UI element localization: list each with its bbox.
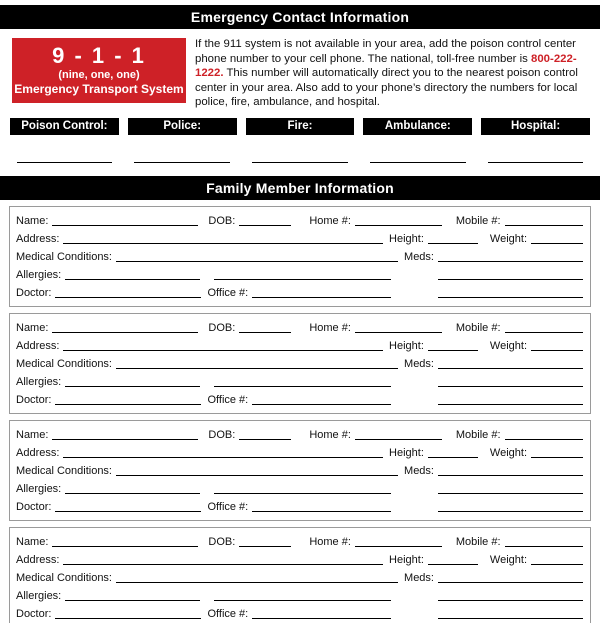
meds-label: Meds: (404, 250, 434, 263)
poison-control-write-line[interactable] (17, 161, 113, 163)
card-row-allergies (16, 375, 583, 389)
allergies-extra-write-line[interactable] (214, 384, 391, 387)
weight-label: Weight: (489, 446, 527, 459)
meds-label: Meds: (404, 464, 434, 477)
card-row-allergies (16, 482, 583, 496)
mobile-phone-write-line[interactable] (505, 437, 583, 440)
poison-control-instructions (186, 37, 588, 110)
office-phone-label: Office #: (207, 500, 249, 513)
emergency-contacts-labels (10, 118, 590, 135)
card-row-address (16, 446, 583, 460)
doctor-label: Doctor: (16, 500, 52, 513)
name-label: Name: (16, 428, 49, 441)
instructions-text-after: This number will automatically direct you to the nearest poison control center in your area. Also add to your phone’s directory the numbers for local police, fire, ambulance, and hospital. (195, 67, 578, 109)
allergies-extra-write-line[interactable] (214, 277, 391, 280)
meds-extra-write-line-2[interactable] (438, 616, 583, 619)
mobile-phone-label: Mobile #: (455, 428, 501, 441)
home-phone-write-line[interactable] (355, 437, 442, 440)
emergency-contact-header (0, 5, 600, 29)
name-write-line[interactable] (52, 544, 198, 547)
card-row-medical (16, 464, 583, 478)
home-phone-write-line[interactable] (355, 544, 442, 547)
card-row-medical (16, 357, 583, 371)
contact-label-poison-control: Poison Control: (10, 118, 119, 135)
mobile-phone-write-line[interactable] (505, 544, 583, 547)
mobile-phone-label: Mobile #: (455, 214, 501, 227)
height-write-line[interactable] (428, 455, 478, 458)
weight-label: Weight: (489, 553, 527, 566)
allergies-label: Allergies: (16, 375, 62, 388)
ambulance-write-line[interactable] (370, 161, 466, 163)
meds-write-line[interactable] (438, 580, 583, 583)
medical-conditions-label: Medical Conditions: (16, 571, 112, 584)
name-write-line[interactable] (52, 223, 198, 226)
poison-control-phone-number: 800-222-1222. (195, 52, 577, 80)
card-row-doctor (16, 286, 583, 300)
card-row-identity (16, 214, 583, 228)
allergies-label: Allergies: (16, 589, 62, 602)
emergency-contacts-write-lines (10, 161, 590, 163)
intro-section (12, 37, 588, 110)
medical-conditions-write-line[interactable] (116, 259, 398, 262)
height-label: Height: (389, 446, 424, 459)
height-label: Height: (389, 232, 424, 245)
meds-extra-write-line-2[interactable] (438, 295, 583, 298)
doctor-write-line[interactable] (55, 402, 201, 405)
instructions-text-before: If the 911 system is not available in your area, add the poison control center phone number to your cell phone. The national, toll-free number is (195, 38, 576, 65)
meds-extra-write-line-2[interactable] (438, 509, 583, 512)
name-label: Name: (16, 321, 49, 334)
address-label: Address: (16, 339, 60, 352)
doctor-write-line[interactable] (55, 509, 201, 512)
office-phone-write-line[interactable] (252, 402, 391, 405)
911-caption: Emergency Transport System (14, 82, 184, 96)
weight-label: Weight: (489, 339, 527, 352)
home-phone-label: Home #: (309, 535, 351, 548)
allergies-extra-write-line[interactable] (214, 598, 391, 601)
mobile-phone-write-line[interactable] (505, 223, 583, 226)
contact-label-hospital: Hospital: (481, 118, 590, 135)
medical-conditions-label: Medical Conditions: (16, 357, 112, 370)
dob-label: DOB: (208, 428, 236, 441)
allergies-write-line[interactable] (65, 277, 200, 280)
family-member-card (9, 313, 591, 414)
family-member-card (9, 527, 591, 623)
family-cards (0, 206, 600, 623)
address-label: Address: (16, 446, 60, 459)
allergies-write-line[interactable] (65, 384, 200, 387)
office-phone-write-line[interactable] (252, 509, 391, 512)
card-row-identity (16, 428, 583, 442)
emergency-contact-title: Emergency Contact Information (190, 9, 410, 25)
dob-write-line[interactable] (239, 437, 291, 440)
dob-write-line[interactable] (239, 330, 291, 333)
meds-label: Meds: (404, 357, 434, 370)
office-phone-label: Office #: (207, 286, 249, 299)
meds-extra-write-line-1[interactable] (438, 491, 583, 494)
allergies-label: Allergies: (16, 482, 62, 495)
name-write-line[interactable] (52, 437, 198, 440)
911-words: (nine, one, one) (58, 69, 140, 81)
weight-label: Weight: (489, 232, 527, 245)
mobile-phone-write-line[interactable] (505, 330, 583, 333)
meds-label: Meds: (404, 571, 434, 584)
address-label: Address: (16, 553, 60, 566)
height-label: Height: (389, 553, 424, 566)
911-number: 9 - 1 - 1 (52, 43, 146, 68)
meds-write-line[interactable] (438, 473, 583, 476)
doctor-label: Doctor: (16, 286, 52, 299)
card-row-allergies (16, 268, 583, 282)
card-row-address (16, 339, 583, 353)
address-write-line[interactable] (63, 455, 383, 458)
911-callout (12, 38, 186, 103)
card-row-allergies (16, 589, 583, 603)
mobile-phone-label: Mobile #: (455, 535, 501, 548)
medical-conditions-write-line[interactable] (116, 580, 398, 583)
family-member-header (0, 176, 600, 200)
medical-conditions-write-line[interactable] (116, 473, 398, 476)
office-phone-write-line[interactable] (252, 295, 391, 298)
meds-extra-write-line-2[interactable] (438, 402, 583, 405)
card-row-medical (16, 571, 583, 585)
home-phone-write-line[interactable] (355, 223, 442, 226)
office-phone-label: Office #: (207, 607, 249, 620)
weight-write-line[interactable] (531, 241, 583, 244)
mobile-phone-label: Mobile #: (455, 321, 501, 334)
doctor-write-line[interactable] (55, 616, 201, 619)
name-label: Name: (16, 535, 49, 548)
meds-extra-write-line-1[interactable] (438, 598, 583, 601)
card-row-doctor (16, 393, 583, 407)
medical-conditions-label: Medical Conditions: (16, 464, 112, 477)
height-write-line[interactable] (428, 562, 478, 565)
office-phone-write-line[interactable] (252, 616, 391, 619)
police-write-line[interactable] (134, 161, 230, 163)
address-label: Address: (16, 232, 60, 245)
card-row-identity (16, 321, 583, 335)
weight-write-line[interactable] (531, 348, 583, 351)
doctor-label: Doctor: (16, 393, 52, 406)
home-phone-write-line[interactable] (355, 330, 442, 333)
card-row-doctor (16, 500, 583, 514)
address-write-line[interactable] (63, 562, 383, 565)
weight-write-line[interactable] (531, 455, 583, 458)
family-member-title: Family Member Information (206, 179, 394, 196)
dob-label: DOB: (208, 214, 236, 227)
contact-label-ambulance: Ambulance: (363, 118, 472, 135)
name-write-line[interactable] (52, 330, 198, 333)
doctor-label: Doctor: (16, 607, 52, 620)
home-phone-label: Home #: (309, 428, 351, 441)
card-row-address (16, 232, 583, 246)
meds-write-line[interactable] (438, 259, 583, 262)
meds-write-line[interactable] (438, 366, 583, 369)
allergies-label: Allergies: (16, 268, 62, 281)
height-write-line[interactable] (428, 241, 478, 244)
meds-extra-write-line-1[interactable] (438, 384, 583, 387)
family-member-card (9, 420, 591, 521)
doctor-write-line[interactable] (55, 295, 201, 298)
fire-write-line[interactable] (252, 161, 348, 163)
contact-label-police: Police: (128, 118, 237, 135)
home-phone-label: Home #: (309, 214, 351, 227)
address-write-line[interactable] (63, 348, 383, 351)
family-member-card (9, 206, 591, 307)
card-row-identity (16, 535, 583, 549)
meds-extra-write-line-1[interactable] (438, 277, 583, 280)
height-label: Height: (389, 339, 424, 352)
name-label: Name: (16, 214, 49, 227)
card-row-doctor (16, 607, 583, 621)
card-row-medical (16, 250, 583, 264)
height-write-line[interactable] (428, 348, 478, 351)
dob-write-line[interactable] (239, 544, 291, 547)
home-phone-label: Home #: (309, 321, 351, 334)
card-row-address (16, 553, 583, 567)
weight-write-line[interactable] (531, 562, 583, 565)
dob-label: DOB: (208, 321, 236, 334)
allergies-write-line[interactable] (65, 491, 200, 494)
allergies-extra-write-line[interactable] (214, 491, 391, 494)
address-write-line[interactable] (63, 241, 383, 244)
hospital-write-line[interactable] (488, 161, 584, 163)
dob-write-line[interactable] (239, 223, 291, 226)
allergies-write-line[interactable] (65, 598, 200, 601)
dob-label: DOB: (208, 535, 236, 548)
medical-conditions-write-line[interactable] (116, 366, 398, 369)
contact-label-fire: Fire: (246, 118, 355, 135)
medical-conditions-label: Medical Conditions: (16, 250, 112, 263)
office-phone-label: Office #: (207, 393, 249, 406)
